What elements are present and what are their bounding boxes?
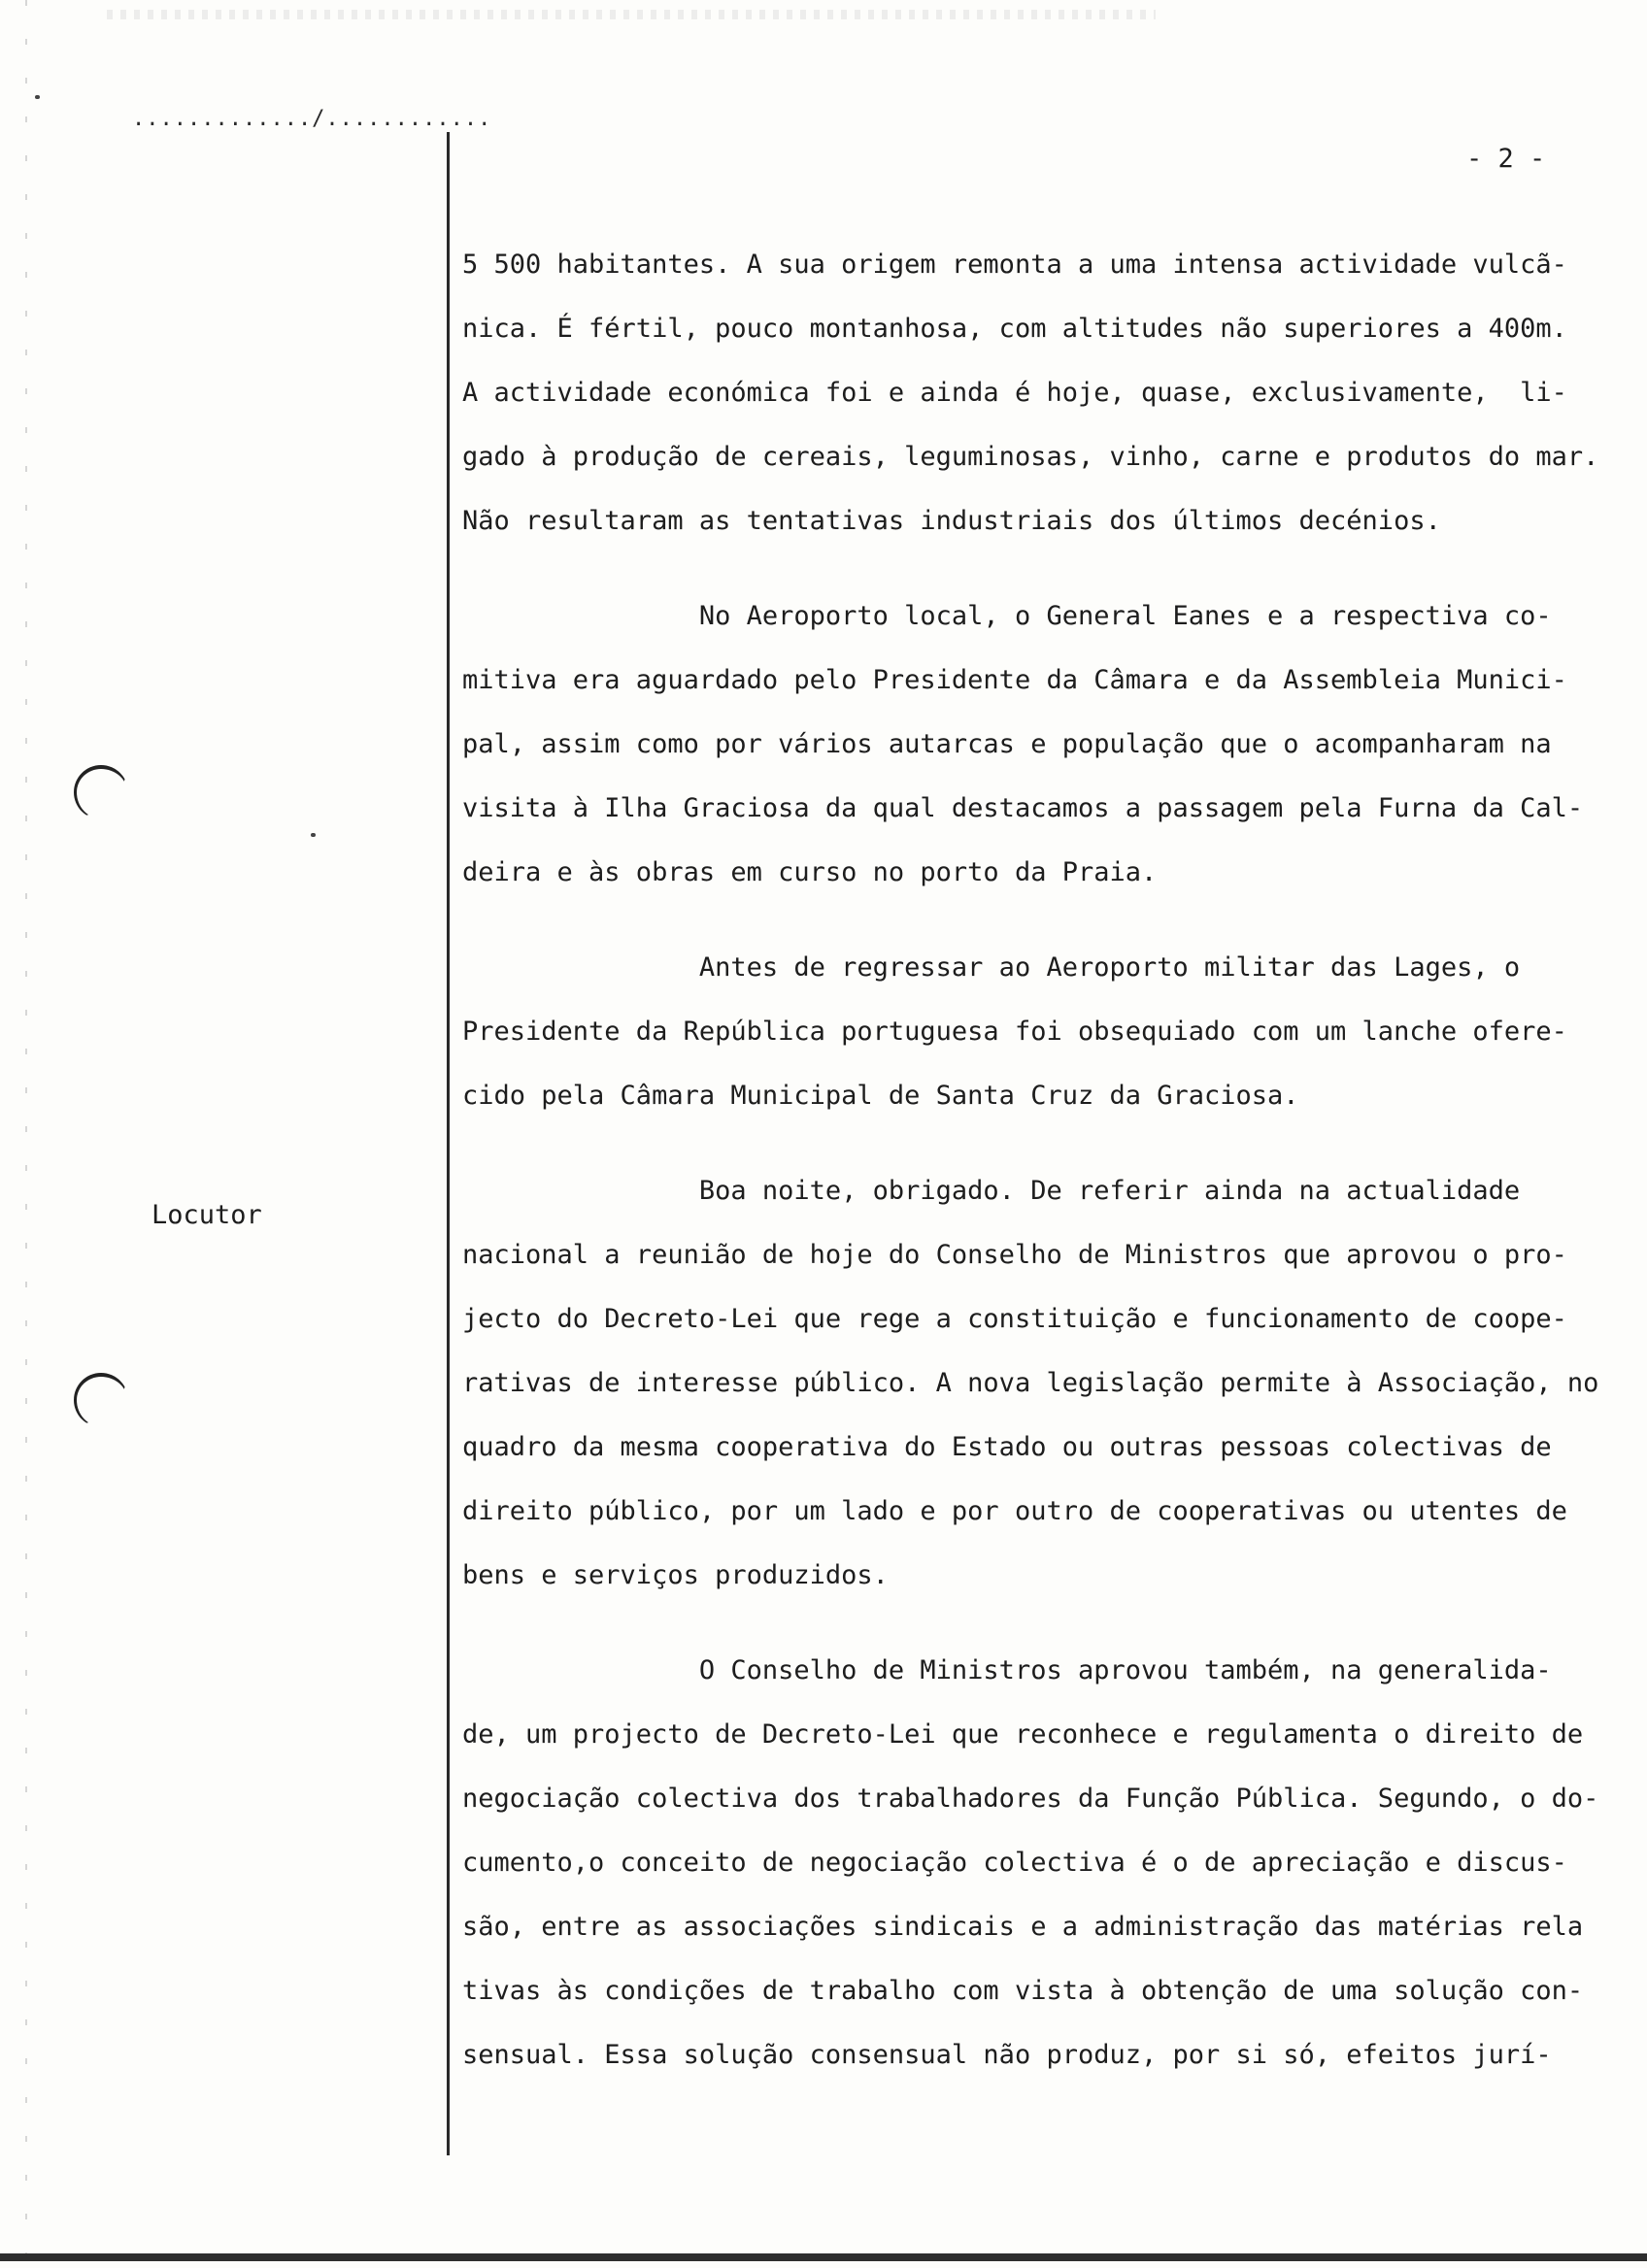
text-line: nica. É fértil, pouco montanhosa, com altitudes não superiores a 400m. <box>462 314 1567 344</box>
paragraph-gap <box>462 1608 1628 1639</box>
text-line: A actividade económica foi e ainda é hoje, quase, exclusivamente, li- <box>462 378 1567 408</box>
punch-hole-mark <box>74 1373 128 1427</box>
text-line: Antes de regressar ao Aeroporto militar das Lages, o <box>462 952 1521 983</box>
text-line: são, entre as associações sindicais e a administração das matérias rela <box>462 1912 1584 1942</box>
text-line: mitiva era aguardado pelo Presidente da Câmara e da Assembleia Munici- <box>462 665 1567 695</box>
page-number: - 2 - <box>1466 144 1546 174</box>
scan-noise <box>107 10 1156 19</box>
text-line: Boa noite, obrigado. De referir ainda na actualidade <box>462 1176 1521 1206</box>
paragraph-gap <box>462 553 1628 584</box>
text-line: de, um projecto de Decreto-Lei que reconhece e regulamenta o direito de <box>462 1719 1584 1750</box>
speaker-label: Locutor <box>151 1200 262 1230</box>
text-line: rativas de interesse público. A nova legislação permite à Associação, no <box>462 1368 1599 1398</box>
reference-line: ............./............ <box>132 107 492 131</box>
text-line: pal, assim como por vários autarcas e população que o acompanharam na <box>462 729 1552 759</box>
text-line: nacional a reunião de hoje do Conselho de Ministros que aprovou o pro- <box>462 1240 1567 1270</box>
margin-rule <box>447 132 450 2155</box>
text-line: bens e serviços produzidos. <box>462 1560 889 1590</box>
text-line: 5 500 habitantes. A sua origem remonta a uma intensa actividade vulcã- <box>462 250 1567 280</box>
text-line: O Conselho de Ministros aprovou também, na generalida- <box>462 1655 1552 1685</box>
text-line: No Aeroporto local, o General Eanes e a respectiva co- <box>462 601 1552 631</box>
text-line: gado à produção de cereais, leguminosas, vinho, carne e produtos do mar. <box>462 442 1599 472</box>
paragraph-gap <box>462 1128 1628 1159</box>
transcript-body <box>462 233 1628 2087</box>
scan-speck <box>35 95 40 99</box>
text-line: visita à Ilha Graciosa da qual destacamos a passagem pela Furna da Cal- <box>462 793 1584 823</box>
text-line: quadro da mesma cooperativa do Estado ou outras pessoas colectivas de <box>462 1432 1552 1462</box>
text-line: Presidente da República portuguesa foi obsequiado com um lanche ofere- <box>462 1017 1567 1047</box>
text-line: direito público, por um lado e por outro de cooperativas ou utentes de <box>462 1496 1567 1526</box>
text-line: cumento,o conceito de negociação colectiva é o de apreciação e discus- <box>462 1848 1567 1878</box>
punch-hole-mark <box>74 765 128 819</box>
text-line: Não resultaram as tentativas industriais dos últimos decénios. <box>462 506 1441 536</box>
text-line: jecto do Decreto-Lei que rege a constituição e funcionamento de coope- <box>462 1304 1567 1334</box>
text-line: cido pela Câmara Municipal de Santa Cruz da Graciosa. <box>462 1081 1299 1111</box>
text-line: tivas às condições de trabalho com vista à obtenção de uma solução con- <box>462 1976 1584 2006</box>
text-line: deira e às obras em curso no porto da Praia. <box>462 857 1158 887</box>
scan-edge-mark <box>25 0 27 2268</box>
paragraph-gap <box>462 905 1628 936</box>
scan-speck <box>311 833 316 837</box>
text-line: negociação colectiva dos trabalhadores da Função Pública. Segundo, o do- <box>462 1784 1599 1814</box>
bottom-rule <box>0 2253 1647 2261</box>
text-line: sensual. Essa solução consensual não produz, por si só, efeitos jurí- <box>462 2040 1552 2070</box>
